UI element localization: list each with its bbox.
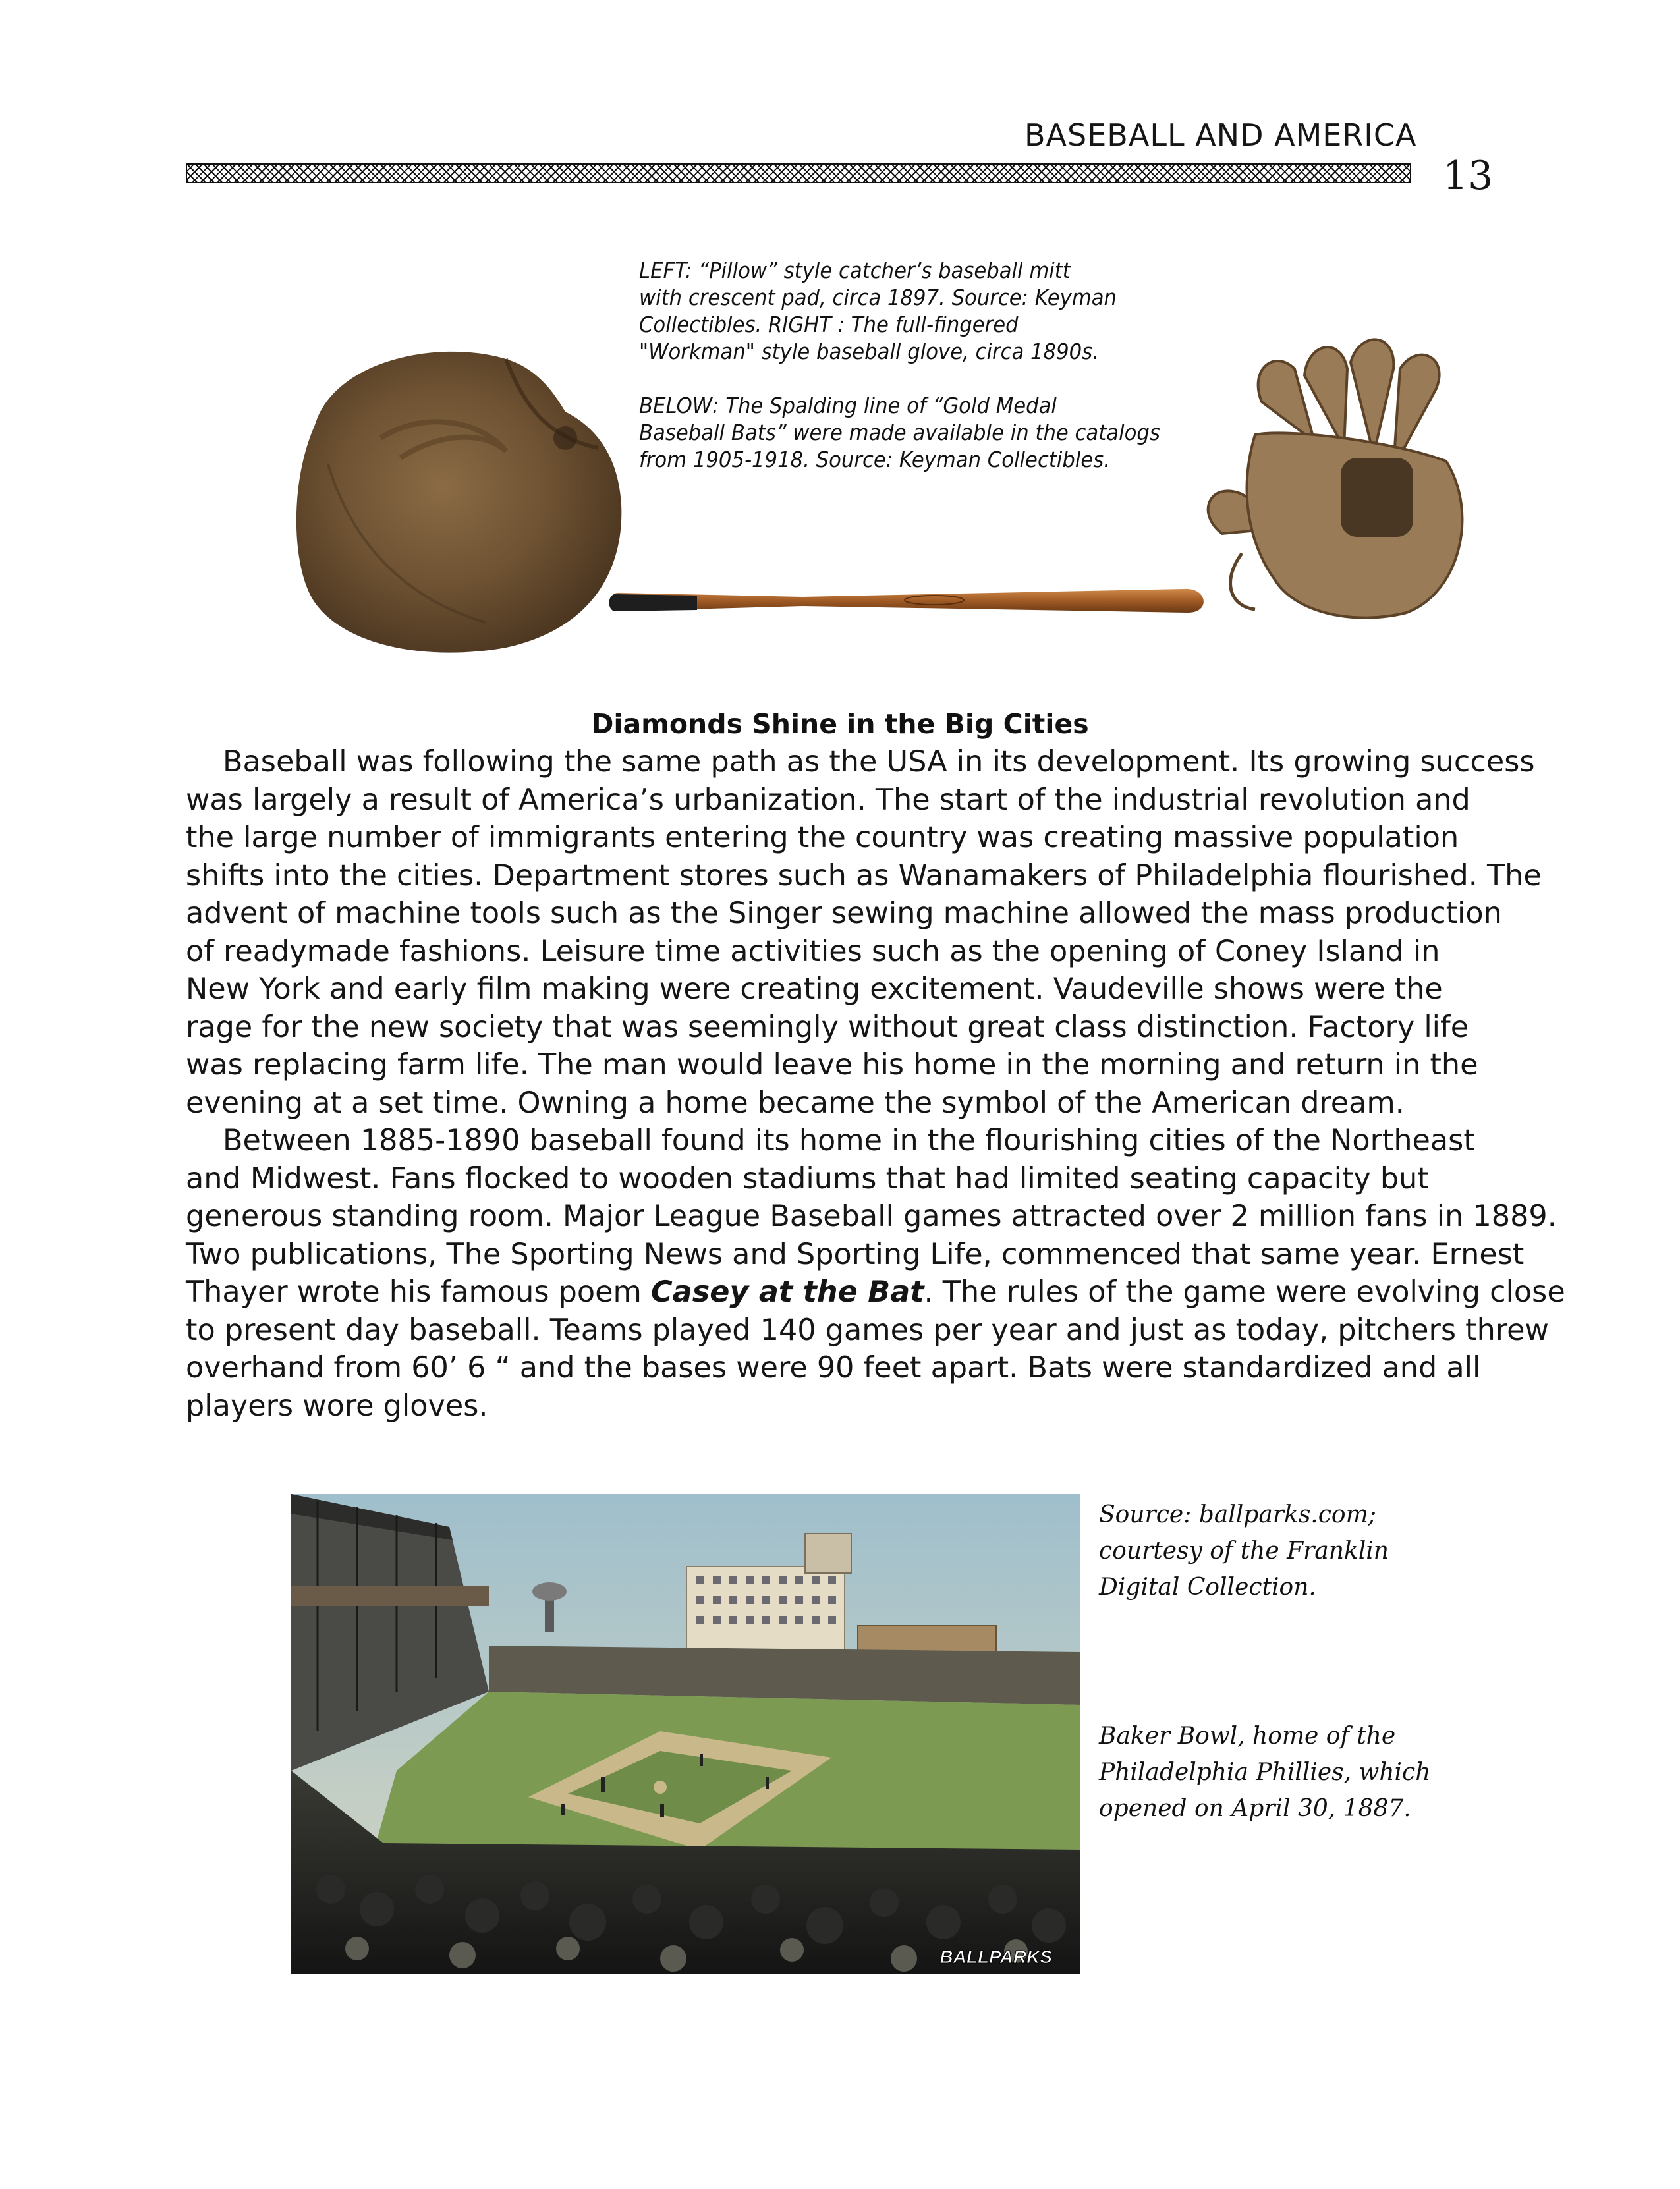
paragraph-line: was replacing farm life. The man would leave his home in the morning and return in the	[186, 1048, 1478, 1082]
paragraph-line: the large number of immigrants entering the country was creating massive population	[186, 821, 1459, 854]
paragraph-line: players wore gloves.	[186, 1389, 488, 1423]
ballparks-watermark: BALLPARKS	[939, 1947, 1052, 1967]
line-text: Thayer wrote his famous poem	[186, 1275, 652, 1309]
caption-line: Baker Bowl, home of the	[1099, 1723, 1396, 1750]
paragraph-line: evening at a set time. Owning a home became the symbol of the American dream.	[186, 1086, 1405, 1120]
caption-line: opened on April 30, 1887.	[1099, 1795, 1411, 1822]
running-head: BASEBALL AND AMERICA	[1024, 117, 1417, 153]
caption-line: "Workman" style baseball glove, circa 1890s.	[639, 339, 1099, 364]
catchers-mitt-photo	[289, 333, 631, 662]
paragraph-line: of readymade fashions. Leisure time activities such as the opening of Coney Island in	[186, 934, 1440, 968]
caption-line: Philadelphia Phillies, which	[1099, 1759, 1431, 1786]
section-heading: Diamonds Shine in the Big Cities	[591, 708, 1089, 740]
baker-bowl-postcard-image	[291, 1494, 1080, 1974]
caption-line: from 1905-1918. Source: Keyman Collectibles.	[639, 447, 1111, 472]
caption-line: BELOW: The Spalding line of “Gold Medal	[639, 393, 1057, 418]
fielders-glove-photo	[1183, 316, 1499, 626]
caption-line: LEFT: “Pillow” style catcher’s baseball mitt	[639, 258, 1071, 283]
poem-title: Casey at the Bat	[651, 1275, 924, 1309]
image-credit-caption	[1099, 1497, 1494, 1605]
body-text	[186, 743, 1565, 1425]
paragraph-line	[186, 1273, 1565, 1312]
baseball-bat-photo	[605, 580, 1218, 626]
line-text: . The rules of the game were evolving close	[924, 1275, 1565, 1309]
paragraph-line: New York and early film making were creating excitement. Vaudeville shows were the	[186, 972, 1443, 1006]
bat-caption	[639, 392, 1185, 473]
decorative-header-rule	[186, 163, 1411, 183]
paragraph-line: shifts into the cities. Department stores such as Wanamakers of Philadelphia flourished. The	[186, 858, 1542, 893]
page-number: 13	[1443, 153, 1494, 199]
artifact-photo-caption	[639, 257, 1185, 473]
caption-line: Source: ballparks.com;	[1099, 1501, 1376, 1528]
paragraph-line: advent of machine tools such as the Singer sewing machine allowed the mass production	[186, 897, 1502, 930]
paragraph-line: rage for the new society that was seemingly without great class distinction. Factory life	[186, 1010, 1469, 1044]
caption-line: Collectibles. RIGHT : The full-fingered	[639, 312, 1019, 337]
mitt-glove-caption	[639, 257, 1185, 365]
paragraph-line: to present day baseball. Teams played 140 games per year and just as today, pitchers threw	[186, 1313, 1549, 1347]
paragraph-line: Baseball was following the same path as the USA in its development. Its growing success	[223, 745, 1535, 779]
baker-bowl-caption	[1099, 1718, 1494, 1827]
caption-line: with crescent pad, circa 1897. Source: Keyman	[639, 285, 1117, 310]
paragraph-line: Two publications, The Sporting News and Sporting Life, commenced that same year. Ernest	[186, 1237, 1525, 1271]
caption-line: Digital Collection.	[1099, 1574, 1316, 1601]
caption-line: Baseball Bats” were made available in the catalogs	[639, 420, 1160, 445]
paragraph-line: generous standing room. Major League Baseball games attracted over 2 million fans in 1889.	[186, 1200, 1557, 1233]
paragraph-line: overhand from 60’ 6 “ and the bases were 90 feet apart. Bats were standardized and all	[186, 1351, 1481, 1385]
paragraph-line: Between 1885-1890 baseball found its home in the flourishing cities of the Northeast	[223, 1124, 1475, 1157]
paragraph-line: was largely a result of America’s urbanization. The start of the industrial revolution and	[186, 783, 1470, 817]
caption-line: courtesy of the Franklin	[1099, 1538, 1389, 1565]
paragraph-line: and Midwest. Fans flocked to wooden stadiums that had limited seating capacity but	[186, 1161, 1429, 1196]
